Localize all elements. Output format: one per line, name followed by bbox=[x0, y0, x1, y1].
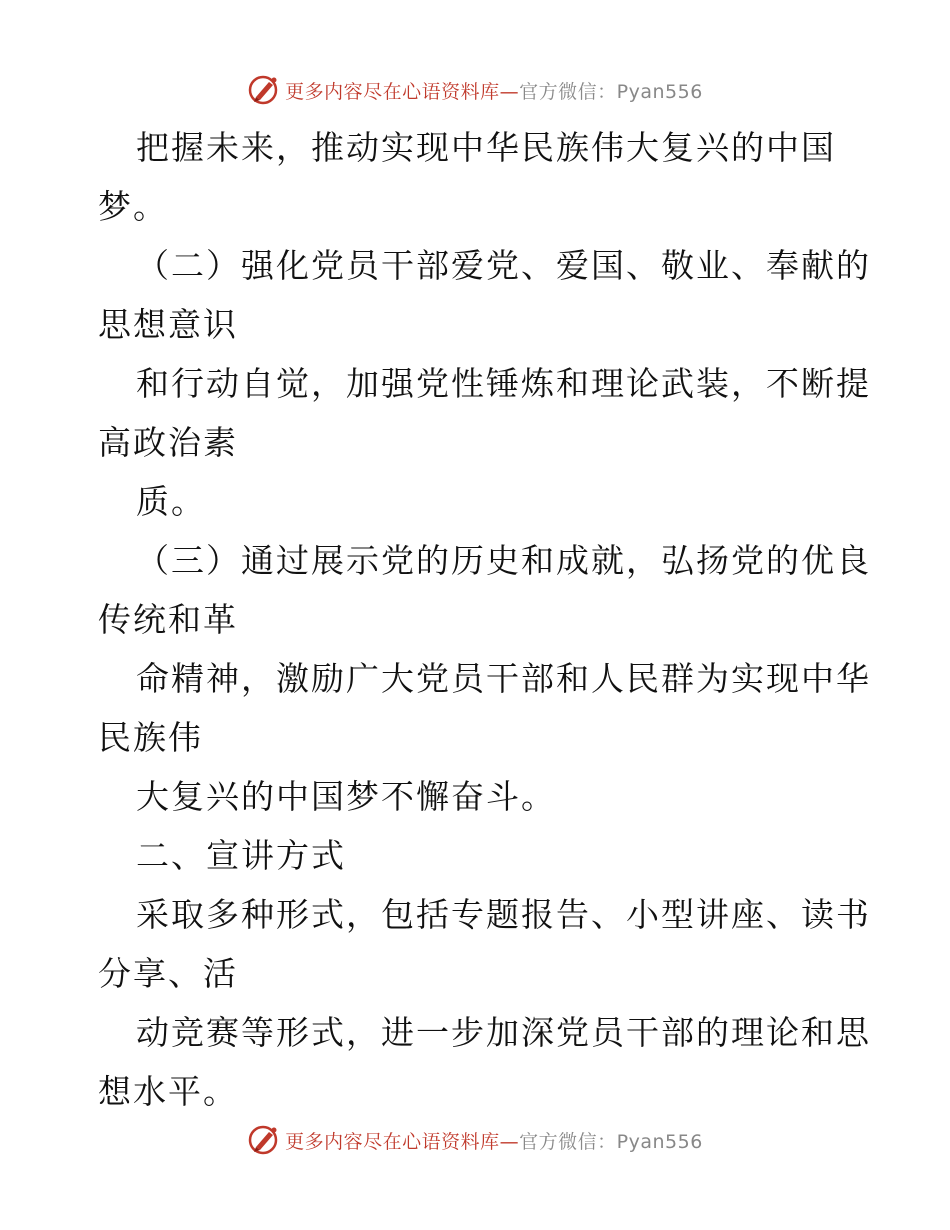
text-line: 大复兴的中国梦不懈奋斗。 bbox=[136, 777, 556, 816]
text-line: （二）强化党员干部爱党、爱国、敬业、奉献的 bbox=[136, 246, 871, 285]
banner-wechat-text: 官方微信：Pyan556 bbox=[519, 80, 703, 103]
pen-logo-icon bbox=[247, 1123, 281, 1157]
text-line: 把握未来，推动实现中华民族伟大复兴的中国 bbox=[136, 128, 836, 167]
text-line: 高政治素 bbox=[98, 423, 238, 462]
text-line: 命精神，激励广大党员干部和人民群为实现中华 bbox=[136, 659, 871, 698]
banner-main-text: 更多内容尽在心语资料库— bbox=[285, 80, 520, 103]
text-line: （三）通过展示党的历史和成就，弘扬党的优良 bbox=[136, 541, 871, 580]
pen-logo-icon bbox=[247, 73, 281, 107]
document-body bbox=[98, 118, 871, 1121]
text-line: 和行动自觉，加强党性锤炼和理论武装，不断提 bbox=[136, 364, 871, 403]
banner-text bbox=[285, 77, 703, 104]
text-line: 采取多种形式，包括专题报告、小型讲座、读书 bbox=[136, 895, 871, 934]
text-line: 思想意识 bbox=[98, 305, 238, 344]
text-line: 质。 bbox=[136, 482, 206, 521]
text-line: 梦。 bbox=[98, 187, 168, 226]
text-line: 动竞赛等形式，进一步加深党员干部的理论和思 bbox=[136, 1013, 871, 1052]
text-line: 民族伟 bbox=[98, 718, 203, 757]
text-line: 分享、活 bbox=[98, 954, 238, 993]
banner-text bbox=[285, 1127, 703, 1154]
footer-banner bbox=[0, 1120, 950, 1160]
banner-main-text: 更多内容尽在心语资料库— bbox=[285, 1130, 520, 1153]
text-line: 想水平。 bbox=[98, 1072, 238, 1111]
text-line: 传统和革 bbox=[98, 600, 238, 639]
header-banner bbox=[0, 70, 950, 110]
section-heading: 二、宣讲方式 bbox=[136, 836, 346, 875]
banner-wechat-text: 官方微信：Pyan556 bbox=[519, 1130, 703, 1153]
